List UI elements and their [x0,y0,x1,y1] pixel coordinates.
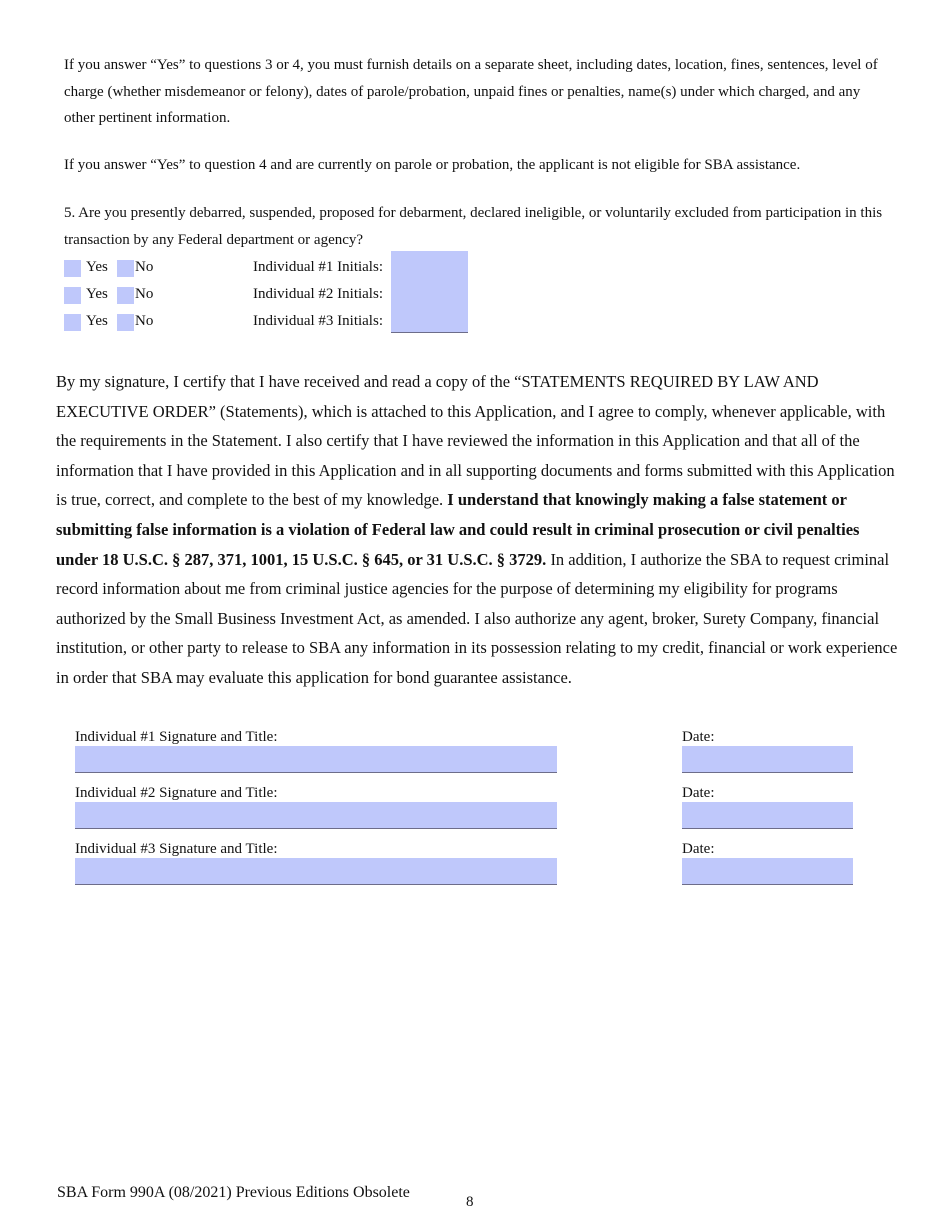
question-5: 5. Are you presently debarred, suspended, proposed for debarment, declared ineligible, or voluntarily excluded from participation in this transaction by any Federal department or agency? [64,205,883,248]
date-label-2: Date: [682,785,715,801]
no-label: No [135,286,154,302]
no-checkbox-3[interactable] [117,314,134,331]
signature-label-2: Individual #2 Signature and Title: [75,785,278,801]
date-label-1: Date: [682,729,715,745]
signature-field-3[interactable] [75,858,557,885]
initials-field-2[interactable] [391,278,468,306]
no-checkbox-1[interactable] [117,260,134,277]
no-checkbox-2[interactable] [117,287,134,304]
date-field-3[interactable] [682,858,853,885]
yes-label: Yes [86,259,108,275]
form-footer: SBA Form 990A (08/2021) Previous Editions Obsolete [57,1184,410,1201]
certification-paragraph [56,367,898,693]
certification-warning: I understand that knowingly making a false statement or submitting false information is a violation of Federal law and could result in criminal prosecution or civil penalties under 18 U.S.C. § 287, 371, 1001, 15 U.S.C. § 645, or 31 U.S.C. § 3729. [56,490,860,569]
page-number: 8 [466,1194,474,1210]
initials-field-1[interactable] [391,251,468,279]
initials-label-3: Individual #3 Initials: [253,313,383,329]
yes-label: Yes [86,313,108,329]
date-label-3: Date: [682,841,715,857]
parole-note: If you answer “Yes” to question 4 and are currently on parole or probation, the applicant is not eligible for SBA assistance. [64,157,801,173]
certification-text-2: In addition, I authorize the SBA to request criminal record information about me from criminal justice agencies for the purpose of determining my eligibility for programs authorized by the Small Business Investment Act, as amended. I also authorize any agent, broker, Surety Company, financial institution, or other party to release to SBA any information in its possession relating to my credit, financial or work experience in order that SBA may evaluate this application for bond guarantee assistance. [56,549,898,687]
details-note: If you answer “Yes” to questions 3 or 4, you must furnish details on a separate sheet, including dates, location, fines, sentences, level of charge (whether misdemeanor or felony), dates of parole/probation, unpaid fines or penalties, name(s) under which charged, and any other pertinent information. [64,57,878,126]
certification-text-1: By my signature, I certify that I have received and read a copy of the “STATEMENTS REQUIRED BY LAW AND EXECUTIVE ORDER” (Statements), which is attached to this Application, and I agree to comply, whenever applicable, with the requirements in the Statement. I also certify that I have reviewed the information in this Application and that all of the information that I have provided in this Application and in all supporting documents and forms submitted with this Application is true, correct, and complete to the best of my knowledge. [56,372,895,510]
signature-label-1: Individual #1 Signature and Title: [75,729,278,745]
yes-checkbox-1[interactable] [64,260,81,277]
yes-checkbox-3[interactable] [64,314,81,331]
signature-field-2[interactable] [75,802,557,829]
yes-checkbox-2[interactable] [64,287,81,304]
initials-label-1: Individual #1 Initials: [253,259,383,275]
signature-field-1[interactable] [75,746,557,773]
no-label: No [135,313,154,329]
no-label: No [135,259,154,275]
date-field-2[interactable] [682,802,853,829]
initials-label-2: Individual #2 Initials: [253,286,383,302]
signature-label-3: Individual #3 Signature and Title: [75,841,278,857]
date-field-1[interactable] [682,746,853,773]
yes-label: Yes [86,286,108,302]
initials-field-3[interactable] [391,305,468,333]
